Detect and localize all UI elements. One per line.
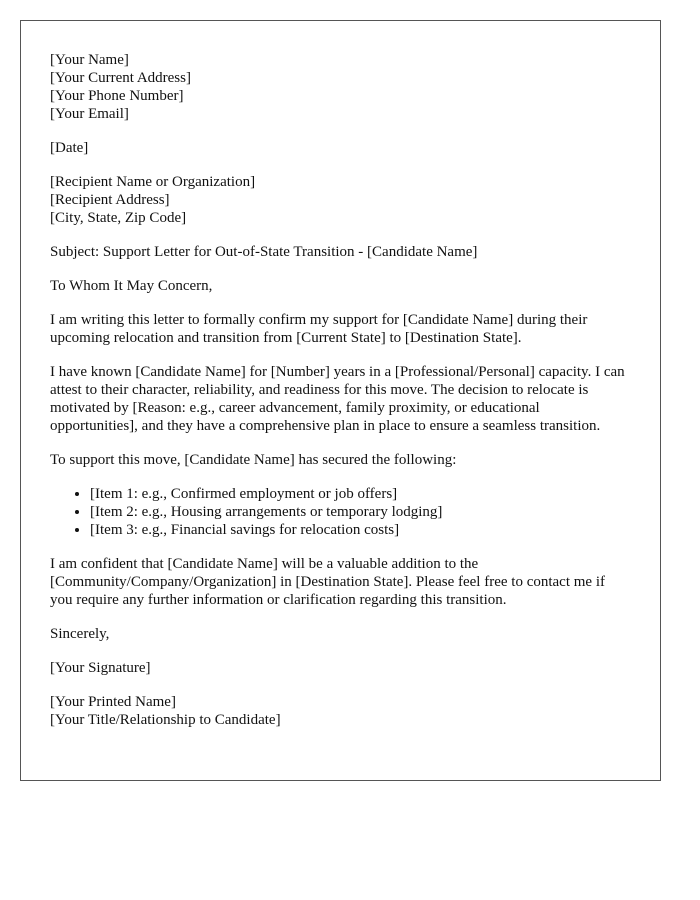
signoff: Sincerely, <box>50 626 110 642</box>
recipient-address: [Recipient Address] <box>50 192 170 208</box>
signer-block <box>50 693 631 729</box>
letter-date: [Date] <box>50 140 89 156</box>
list-item: • [Item 1: e.g., Confirmed employment or job offers] <box>90 485 631 503</box>
salutation: To Whom It May Concern, <box>50 278 213 294</box>
list-intro-paragraph: To support this move, [Candidate Name] has secured the following: <box>50 452 457 468</box>
signer-title: [Your Title/Relationship to Candidate] <box>50 712 281 728</box>
sender-email: [Your Email] <box>50 106 129 122</box>
list-item: • [Item 3: e.g., Financial savings for relocation costs] <box>90 521 631 539</box>
intro-paragraph: I am writing this letter to formally confirm my support for [Candidate Name] during their upcoming relocation and transition from [Current State] to [Destination State]. <box>50 312 588 346</box>
recipient-city-state-zip: [City, State, Zip Code] <box>50 210 187 226</box>
letter-page <box>20 20 661 781</box>
recipient-block <box>50 173 631 227</box>
sender-name: [Your Name] <box>50 52 129 68</box>
closing-paragraph: I am confident that [Candidate Name] will be a valuable addition to the [Community/Company/Organization] in [Destination State]. Please feel free to contact me if you require any further information or clarification regarding this transition. <box>50 556 605 608</box>
background-paragraph: I have known [Candidate Name] for [Number] years in a [Professional/Personal] capacity. I can attest to their character, reliability, and readiness for this move. The decision to relocate is motivated by [Reason: e.g., career advancement, family proximity, or educational opportunities], and they have a comprehensive plan in place to ensure a seamless transition. <box>50 364 625 434</box>
sender-phone: [Your Phone Number] <box>50 88 184 104</box>
sender-address: [Your Current Address] <box>50 70 191 86</box>
printed-name: [Your Printed Name] <box>50 694 176 710</box>
list-item: • [Item 2: e.g., Housing arrangements or temporary lodging] <box>90 503 631 521</box>
subject-line: Subject: Support Letter for Out-of-State Transition - [Candidate Name] <box>50 244 478 260</box>
recipient-name: [Recipient Name or Organization] <box>50 174 256 190</box>
support-items-list <box>50 485 631 539</box>
signature-placeholder: [Your Signature] <box>50 660 151 676</box>
sender-block <box>50 51 631 123</box>
date-block <box>50 139 631 157</box>
